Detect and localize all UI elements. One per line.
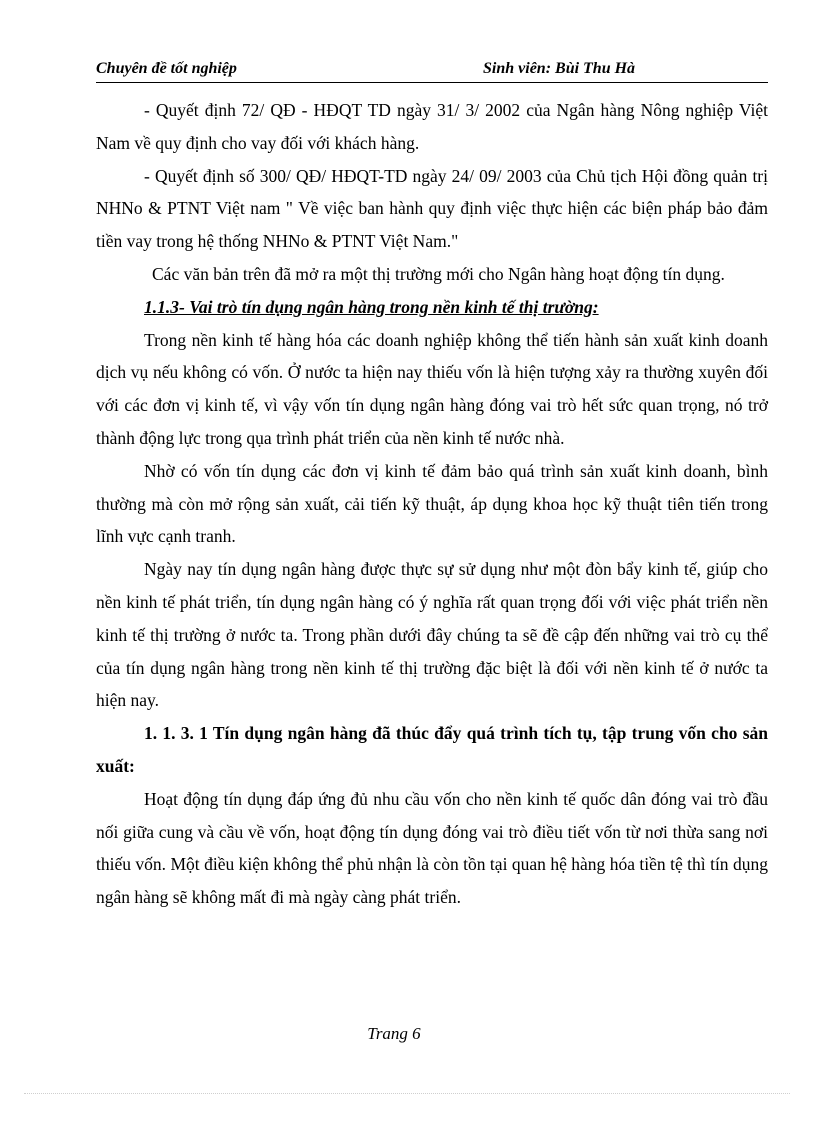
page-bottom-divider (24, 1093, 790, 1094)
paragraph-credit-activity: Hoạt động tín dụng đáp ứng đủ nhu cầu vốn cho nền kinh tế quốc dân đóng vai trò đầu nối giữa cung và cầu về vốn, hoạt động tín dụng đóng vai trò điều tiết vốn từ nơi thừa sang nơi thiếu vốn. Một điều kiện không thể phủ nhận là còn tồn tại quan hệ hàng hóa tiền tệ thì tín dụng ngân hàng sẽ không mất đi mà ngày càng phát triển. (96, 788, 768, 908)
paragraph-decision-72: - Quyết định 72/ QĐ - HĐQT TD ngày 31/ 3/ 2002 của Ngân hàng Nông nghiệp Việt Nam về quy định cho vay đối với khách hàng. (96, 100, 768, 153)
subsection-heading-1-1-3-1: 1. 1. 3. 1 Tín dụng ngân hàng đã thúc đẩy quá trình tích tụ, tập trung vốn cho sản xuất: (96, 723, 768, 776)
section-heading-text: 1.1.3- Vai trò tín dụng ngân hàng trong nền kinh tế thị trường: (144, 296, 599, 317)
document-body (96, 94, 768, 914)
paragraph-decision-300: - Quyết định số 300/ QĐ/ HĐQT-TD ngày 24/ 09/ 2003 của Chủ tịch Hội đồng quản trị NHNo & PTNT Việt nam " Về việc ban hành quy định việc thực hiện các biện pháp bảo đảm tiền vay trong hệ thống NHNo & PTNT Việt Nam." (96, 165, 768, 252)
paragraph-economic-lever: Ngày nay tín dụng ngân hàng được thực sự sử dụng như một đòn bẩy kinh tế, giúp cho nền kinh tế phát triển, tín dụng ngân hàng có ý nghĩa rất quan trọng đối với việc phát triển nền kinh tế thị trường ở nước ta. Trong phần dưới đây chúng ta sẽ đề cập đến những vai trò cụ thể của tín dụng ngân hàng trong nền kinh tế thị trường đặc biệt là đối với nền kinh tế ở nước ta hiện nay. (96, 559, 768, 711)
paragraph-documents-summary: Các văn bản trên đã mở ra một thị trường mới cho Ngân hàng hoạt động tín dụng. (152, 263, 725, 284)
header-student-name: Sinh viên: Bùi Thu Hà (483, 60, 636, 77)
paragraph-credit-capital: Nhờ có vốn tín dụng các đơn vị kinh tế đảm bảo quá trình sản xuất kinh doanh, bình thường mà còn mở rộng sản xuất, cải tiến kỹ thuật, áp dụng khoa học kỹ thuật tiên tiến trong lĩnh vực cạnh tranh. (96, 460, 768, 547)
page-number: Trang 6 (367, 1024, 421, 1043)
header-document-type: Chuyên đề tốt nghiệp (96, 60, 237, 77)
page-header (96, 58, 768, 83)
paragraph-role-intro: Trong nền kinh tế hàng hóa các doanh nghiệp không thể tiến hành sản xuất kinh doanh dịch vụ nếu không có vốn. Ở nước ta hiện nay thiếu vốn là hiện tượng xảy ra thường xuyên đối với các đơn vị kinh tế, vì vậy vốn tín dụng ngân hàng đóng vai trò hết sức quan trọng, nó trở thành động lực trong qụa trình phát triển của nền kinh tế nước nhà. (96, 329, 768, 448)
section-heading-1-1-3 (96, 291, 768, 324)
